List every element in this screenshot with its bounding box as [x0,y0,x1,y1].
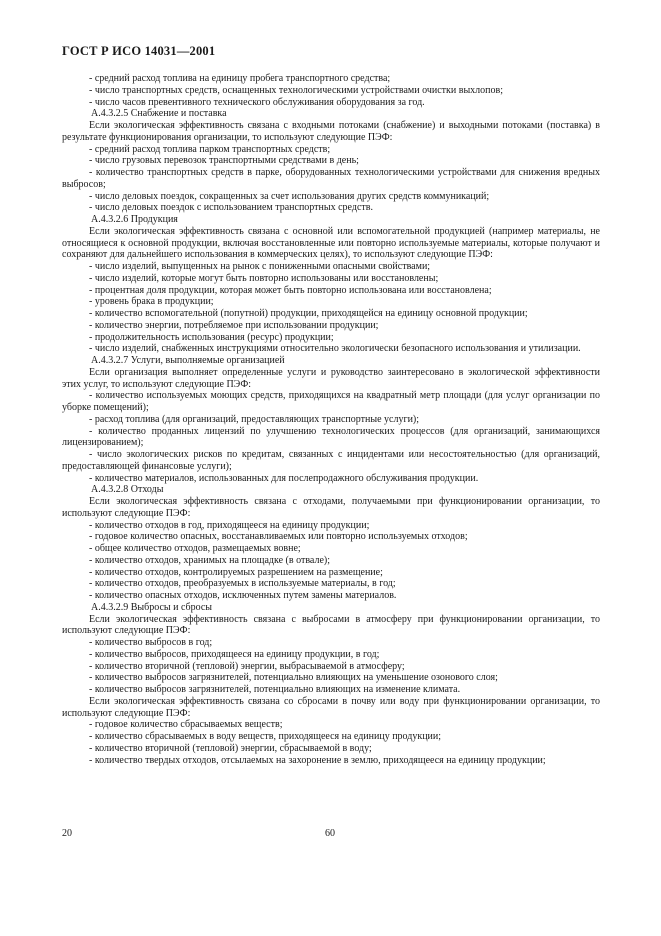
section-heading: А.4.3.2.8 Отходы [91,484,164,496]
list-item: - количество выбросов загрязнителей, потенциально влияющих на изменение климата. [89,684,461,695]
list-item: - средний расход топлива парком транспортных средств; [89,143,331,155]
list-item: - количество выбросов, приходящееся на единицу продукции, в год; [89,648,380,660]
page-number-center: 60 [325,828,335,839]
list-item: - число грузовых перевозок транспортными средствами в день; [89,155,359,167]
list-item: - расход топлива (для организаций, предоставляющих транспортные услуги); [89,413,420,425]
list-item: - количество вспомогательной (попутной) продукции, приходящейся на единицу основной продукции; [89,308,528,319]
document-header-title: ГОСТ Р ИСО 14031—2001 [62,44,216,58]
list-item: - количество выбросов загрязнителей, потенциально влияющих на уменьшение озонового слоя; [89,672,498,684]
list-item: - средний расход топлива на единицу пробега транспортного средства; [89,73,391,84]
list-item: - число изделий, выпущенных на рынок с пониженными опасными свойствами; [89,261,431,272]
list-item: - количество твердых отходов, отсылаемых на захоронение в землю, приходящееся на единицу продукции; [89,754,546,766]
list-item: - количество выбросов в год; [89,637,213,648]
list-item: - уровень брака в продукции; [89,296,214,308]
list-item: - количество используемых моющих средств, приходящихся на квадратный метр площади (для услуг организации по уборке помещений); [62,390,600,413]
list-item: - количество отходов, преобразуемых в используемые материалы, в год; [89,578,396,590]
list-item: - число деловых поездок с использованием транспортных средств. [89,202,373,214]
list-item: - количество материалов, использованных для послепродажного обслуживания продукции. [89,472,479,484]
list-item: - число экологических рисков по кредитам, связанных с инцидентами или несостоятельностью (для организаций, предоставляющей финансовые услуги); [62,449,600,472]
paragraph: Если экологическая эффективность связана с выбросами в атмосферу при функционировании организации, то используют следующие ПЭФ: [62,613,600,637]
list-item: - количество проданных лицензий по улучшению технологических процессов (для организаций, занимающихся лицензированием); [62,425,600,449]
list-item: - количество отходов, хранимых на площадке (в отвале); [89,554,330,566]
list-item: - количество отходов, контролируемых разрешением на размещение; [89,566,383,578]
section-heading: А.4.3.2.6 Продукция [91,214,178,225]
paragraph: Если экологическая эффективность связана с входными потоками (снабжение) и выходными потоками (поставка) в результате функционирования организации, то используют следующие ПЭФ: [62,120,600,143]
list-item: - количество отходов в год, приходящееся на единицу продукции; [89,519,370,531]
list-item: - процентная доля продукции, которая может быть повторно использована или восстановлена; [89,284,492,296]
list-item: - годовое количество опасных, восстанавливаемых или повторно используемых отходов; [89,531,468,543]
list-item: - число изделий, которые могут быть повторно использованы или восстановлены; [89,272,439,284]
list-item: - годовое количество сбрасываемых веществ; [89,719,283,731]
list-item: - количество опасных отходов, исключенных путем замены материалов. [89,590,397,601]
section-heading: А.4.3.2.7 Услуги, выполняемые организацией [91,355,285,366]
list-item: - общее количество отходов, размещаемых вовне; [89,543,301,554]
list-item: - количество энергии, потребляемое при использовании продукции; [89,319,379,331]
paragraph: Если организация выполняет определенные услуги и руководство заинтересовано в экологической эффективности этих услуг, то используют следующие ПЭФ: [62,366,600,390]
paragraph: Если экологическая эффективность связана с отходами, получаемыми при функционировании организации, то используют следующие ПЭФ: [62,496,600,519]
paragraph: Если экологическая эффективность связана с основной или вспомогательной продукцией (например материалы, не относящиеся к основной продукции, включая восстановленные или повторно используемые материалы, которые получают и сохраняют для дальнейшего использования в коммерческих целях), то используют следующие ПЭФ: [62,225,600,261]
list-item: - количество вторичной (тепловой) энергии, сбрасываемой в воду; [89,742,372,754]
list-item: - число транспортных средств, оснащенных технологическими устройствами очистки выхлопов; [89,84,504,96]
section-heading: А.4.3.2.5 Снабжение и поставка [91,108,227,120]
list-item: - количество сбрасываемых в воду веществ, приходящееся на единицу продукции; [89,731,442,742]
list-item: - число деловых поездок, сокращенных за счет использования других средств коммуникаций; [89,190,490,202]
list-item: - количество транспортных средств в парке, оборудованных технологическими устройствами для снижения вредных выбросов; [62,167,600,190]
list-item: - продолжительность использования (ресурс) продукции; [89,331,334,343]
list-item: - число изделий, снабженных инструкциями относительно экологически безопасного использования и утилизации. [89,343,581,355]
paragraph: Если экологическая эффективность связана со сбросами в почву или воду при функционировании организации, то используют следующие ПЭФ: [62,695,600,719]
document-body [62,73,600,766]
list-item: - число часов превентивного технического обслуживания оборудования за год. [89,96,425,108]
page-number-left: 20 [62,828,72,839]
list-item: - количество вторичной (тепловой) энергии, выбрасываемой в атмосферу; [89,660,405,672]
section-heading: А.4.3.2.9 Выбросы и сбросы [91,601,213,613]
